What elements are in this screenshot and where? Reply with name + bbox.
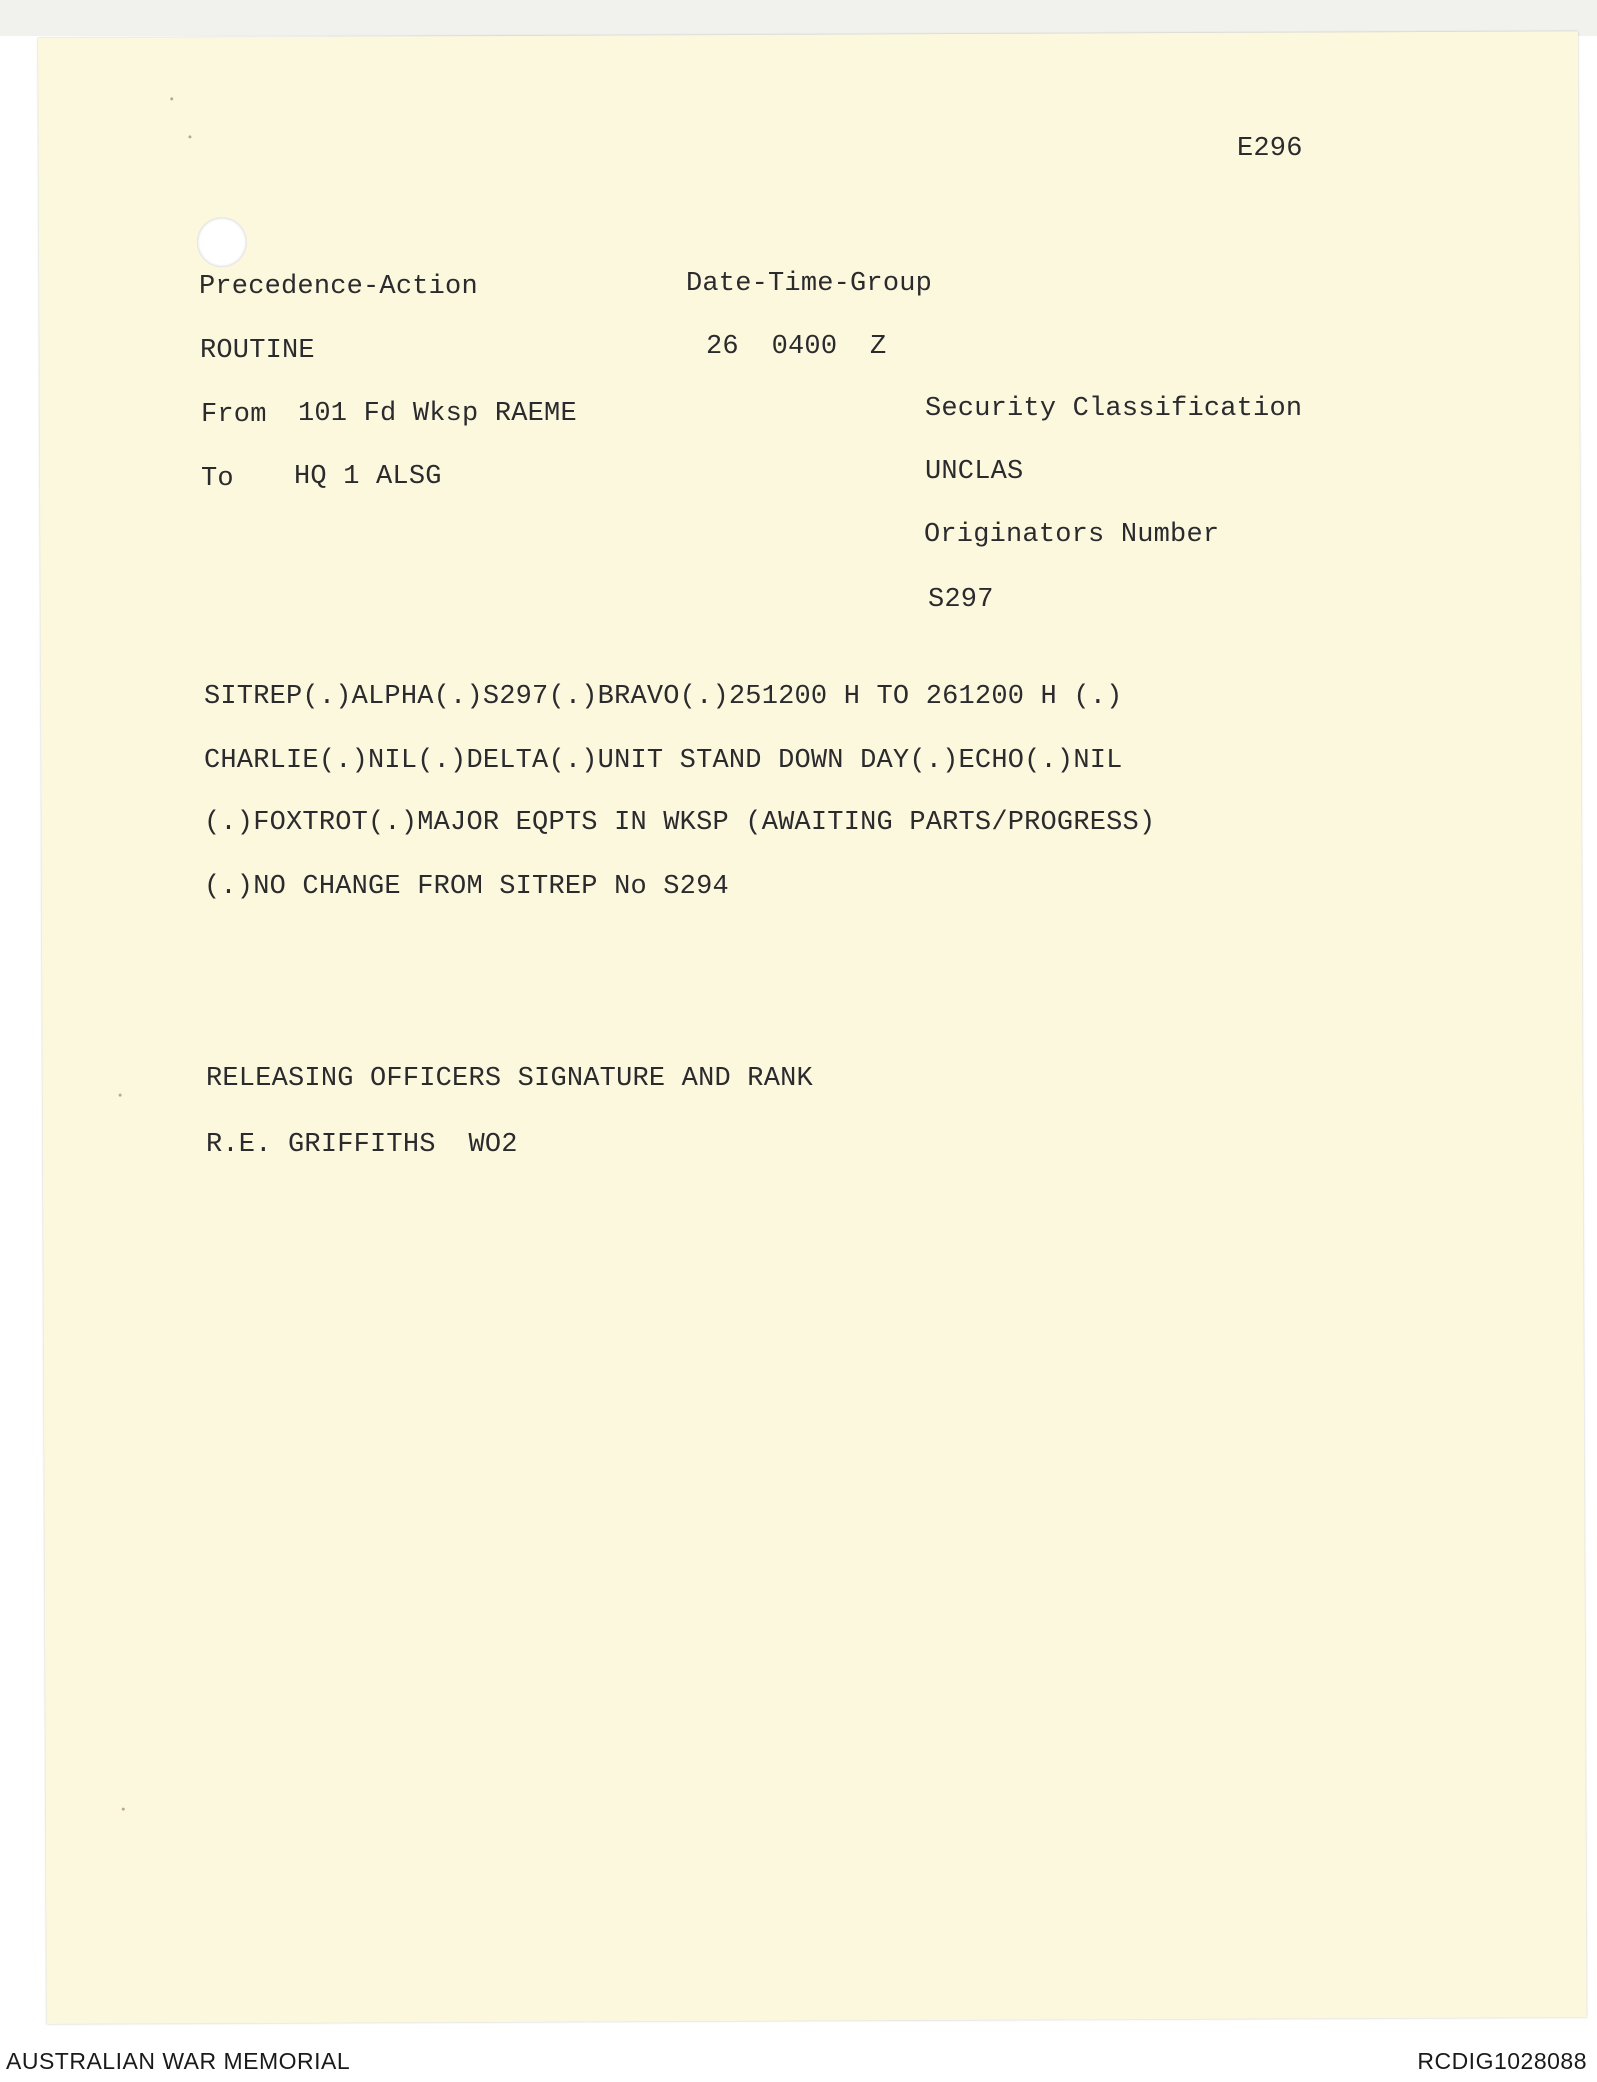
to-label: To [201, 464, 234, 494]
precedence-label: Precedence-Action [199, 272, 478, 302]
originators-number-value: S297 [928, 585, 994, 615]
paper-speck [119, 1094, 122, 1097]
precedence-value: ROUTINE [200, 336, 315, 366]
punch-hole [197, 217, 247, 267]
date-time-group-value: 26 0400 Z [706, 332, 887, 362]
message-line: CHARLIE(.)NIL(.)DELTA(.)UNIT STAND DOWN DAY(.)ECHO(.)NIL [204, 746, 1123, 776]
paper-speck [188, 135, 191, 138]
page-reference: E296 [1237, 134, 1303, 164]
paper-speck [122, 1808, 125, 1811]
scan-top-band [0, 0, 1597, 36]
security-classification-label: Security Classification [925, 394, 1303, 424]
from-value: 101 Fd Wksp RAEME [298, 399, 577, 429]
paper-speck [170, 97, 173, 100]
releasing-officer-label: RELEASING OFFICERS SIGNATURE AND RANK [206, 1064, 813, 1094]
message-line: SITREP(.)ALPHA(.)S297(.)BRAVO(.)251200 H TO 261200 H (.) [204, 682, 1123, 712]
footer-catalogue-id: RCDIG1028088 [1417, 2048, 1587, 2074]
document-sheet [38, 31, 1587, 2024]
message-line: (.)FOXTROT(.)MAJOR EQPTS IN WKSP (AWAITING PARTS/PROGRESS) [204, 808, 1156, 838]
releasing-officer-signature: R.E. GRIFFITHS WO2 [206, 1130, 518, 1160]
originators-number-label: Originators Number [924, 520, 1220, 550]
footer-institution: AUSTRALIAN WAR MEMORIAL [6, 2048, 351, 2074]
to-value: HQ 1 ALSG [294, 462, 442, 492]
date-time-group-label: Date-Time-Group [686, 269, 933, 299]
from-label: From [201, 400, 267, 430]
security-classification-value: UNCLAS [925, 457, 1024, 487]
message-line: (.)NO CHANGE FROM SITREP No S294 [204, 872, 729, 902]
